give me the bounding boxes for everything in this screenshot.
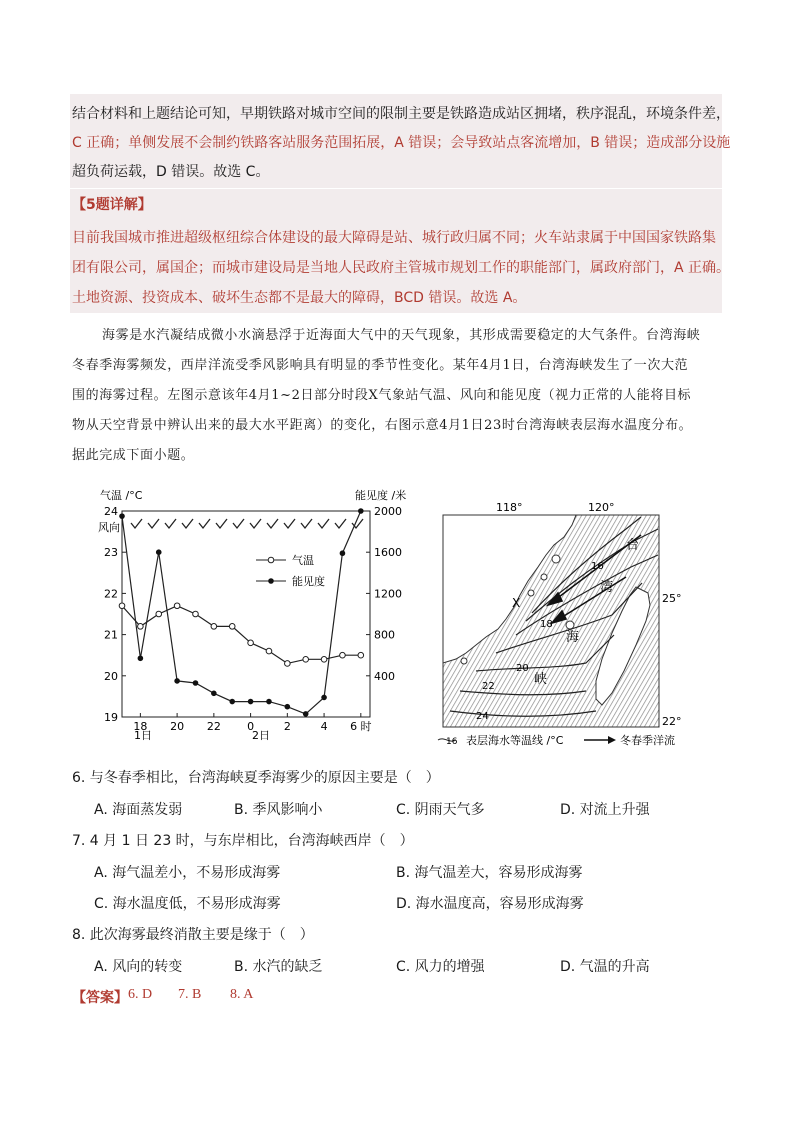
visibility-point	[193, 680, 199, 686]
visibility-point	[138, 655, 144, 661]
left-tick-label: 20	[104, 669, 118, 683]
x-tick-label: 6 时	[350, 720, 372, 733]
material-line-5: 据此完成下面小题。	[72, 448, 195, 463]
legend-isotherm-sample-num: 16	[446, 737, 458, 747]
x-tick-label: 2	[283, 720, 291, 733]
lat-25: 25°	[662, 592, 682, 605]
wind-check-mark	[182, 519, 193, 528]
x-tick-label: 20	[170, 720, 185, 733]
x-tick-label: 4	[320, 720, 328, 733]
isotherm-18: 18	[540, 619, 553, 630]
visibility-point	[211, 691, 217, 697]
left-tick-label: 22	[104, 587, 118, 601]
wind-check-mark	[216, 519, 227, 528]
q8-option-a: A. 风向的转变	[94, 959, 183, 975]
visibility-point	[174, 678, 180, 684]
q5-line-1: 目前我国城市推进超级枢纽综合体建设的最大障碍是站、城行政归属不同；火车站隶属于中国国家铁路集	[72, 230, 716, 246]
temperature-point	[211, 624, 217, 630]
visibility-point	[321, 695, 327, 701]
material-line-3: 围的海雾过程。左图示意该年4月1~2日部分时段X气象站气温、风向和能见度（视力正常的人能将目标	[72, 388, 692, 403]
left-tick-label: 19	[104, 711, 118, 724]
day-label-1: 1日	[134, 729, 152, 742]
right-tick-label: 400	[374, 669, 395, 683]
answer-6: 6. D	[128, 987, 153, 1002]
q6-option-b: B. 季风影响小	[234, 802, 323, 818]
visibility-point	[358, 508, 364, 514]
wind-check-mark	[250, 519, 261, 528]
visibility-point	[229, 699, 235, 705]
wind-check-mark	[301, 519, 312, 528]
question-6-stem: 6. 与冬春季相比，台湾海峡夏季海雾少的原因主要是（ ）	[72, 770, 440, 786]
left-tick-label: 23	[104, 546, 118, 560]
x-tick-label: 18	[133, 720, 148, 733]
analysis-line-1: 结合材料和上题结论可知，早期铁路对城市空间的限制主要是铁路造成站区拥堵，秩序混乱，环境条件差，	[72, 106, 730, 122]
temperature-point	[229, 624, 235, 630]
wind-check-mark	[199, 519, 210, 528]
temperature-point	[358, 652, 364, 658]
q8-option-b: B. 水汽的缺乏	[234, 959, 323, 975]
label-hai: 海	[566, 630, 580, 645]
right-tick-label: 800	[374, 628, 395, 642]
temperature-point	[119, 603, 125, 609]
visibility-point	[340, 550, 346, 556]
legend-arrow-icon	[608, 736, 616, 744]
temperature-point	[321, 657, 327, 663]
analysis-line-3: 超负荷运载，D 错误。故选 C。	[72, 164, 270, 180]
isotherm-20: 20	[516, 663, 529, 674]
legend-temp-label: 气温	[292, 554, 314, 567]
q8-option-d: D. 气温的升高	[560, 959, 650, 975]
temperature-point	[266, 648, 272, 654]
right-tick-label: 2000	[374, 505, 402, 518]
answer-8: 8. A	[230, 987, 254, 1002]
isotherm-22: 22	[482, 681, 495, 692]
x-tick-label: 22	[206, 720, 221, 733]
strait-map	[436, 495, 716, 760]
legend-vis-label: 能见度	[292, 575, 325, 588]
isotherm-24: 24	[476, 711, 489, 722]
temperature-point	[156, 611, 162, 617]
q8-option-c: C. 风力的增强	[396, 959, 485, 975]
q7-option-c: C. 海水温度低，不易形成海雾	[94, 896, 281, 912]
wind-check-mark	[233, 519, 244, 528]
wind-direction-label: 风向	[98, 521, 120, 534]
left-tick-label: 24	[104, 505, 118, 518]
q5-line-2: 团有限公司，属国企；而城市建设局是当地人民政府主管城市规划工作的职能部门，属政府部门，A 正确。	[72, 260, 731, 276]
lon-118: 118°	[496, 501, 523, 514]
wind-check-mark	[131, 519, 142, 528]
lon-120: 120°	[588, 501, 615, 514]
left-tick-label: 21	[104, 628, 118, 642]
temperature-point	[138, 624, 144, 630]
temperature-point	[303, 657, 309, 663]
isotherm-16: 16	[591, 561, 604, 572]
left-axis-label: 气温 /°C	[100, 489, 143, 502]
q6-option-c: C. 阴雨天气多	[396, 802, 485, 818]
analysis-line-2: C 正确；单侧发展不会制约铁路客站服务范围拓展，A 错误；会导致站点客流增加，B 错误；造成部分设施	[72, 135, 731, 151]
wind-check-mark	[267, 519, 278, 528]
q7-option-a: A. 海气温差小，不易形成海雾	[94, 865, 281, 881]
visibility-point	[248, 699, 254, 705]
wind-check-mark	[335, 519, 346, 528]
day-label-2: 2日	[252, 729, 270, 742]
temperature-point	[174, 603, 180, 609]
question-8-stem: 8. 此次海雾最终消散主要是缘于（ ）	[72, 927, 314, 943]
q6-option-d: D. 对流上升强	[560, 802, 650, 818]
temperature-point	[285, 661, 291, 667]
q7-option-b: B. 海气温差大，容易形成海雾	[396, 865, 583, 881]
q5-heading: 【5题详解】	[72, 197, 152, 213]
answer-label: 【答案】	[72, 990, 128, 1006]
visibility-point	[303, 711, 309, 717]
material-line-2: 冬春季海雾频发，西岸洋流受季风影响具有明显的季节性变化。某年4月1日，台湾海峡发生了一次大范	[72, 358, 689, 373]
material-line-1: 海雾是水汽凝结成微小水滴悬浮于近海面大气中的天气现象，其形成需要稳定的大气条件。台湾海峡	[102, 328, 701, 343]
wind-check-mark	[284, 519, 295, 528]
wind-check-mark	[165, 519, 176, 528]
x-tick-label: 0	[247, 720, 255, 733]
right-tick-label: 1600	[374, 546, 402, 560]
question-7-stem: 7. 4 月 1 日 23 时，与东岸相比，台湾海峡西岸（ ）	[72, 833, 414, 849]
visibility-point	[266, 699, 272, 705]
visibility-point	[285, 704, 291, 710]
legend-vis-marker	[268, 578, 274, 584]
right-tick-label: 1200	[374, 587, 402, 601]
right-axis-label: 能见度 /米	[355, 489, 407, 502]
legend-isotherm-label: 表层海水等温线 /°C	[466, 734, 564, 747]
visibility-point	[119, 513, 125, 519]
answer-7: 7. B	[178, 987, 202, 1002]
legend-temp-marker	[268, 557, 274, 563]
label-wan: 湾	[600, 580, 614, 595]
station-x-label: X	[512, 596, 521, 610]
weather-chart	[80, 485, 410, 750]
label-xia: 峡	[534, 672, 548, 687]
q7-option-d: D. 海水温度高，容易形成海雾	[396, 896, 584, 912]
material-line-4: 物从天空背景中辨认出来的最大水平距离）的变化，右图示意4月1日23时台湾海峡表层海水温度分布。	[72, 418, 693, 433]
wind-check-mark	[148, 519, 159, 528]
label-tai: 台	[626, 538, 640, 553]
visibility-point	[156, 549, 162, 555]
legend-current-label: 冬春季洋流	[620, 734, 675, 747]
lat-22: 22°	[662, 715, 682, 728]
temperature-point	[248, 640, 254, 646]
q6-option-a: A. 海面蒸发弱	[94, 802, 183, 818]
temperature-point	[193, 611, 199, 617]
q5-line-3: 土地资源、投资成本、破坏生态都不是最大的障碍，BCD 错误。故选 A。	[72, 290, 527, 306]
wind-check-mark	[318, 519, 329, 528]
temperature-point	[340, 652, 346, 658]
